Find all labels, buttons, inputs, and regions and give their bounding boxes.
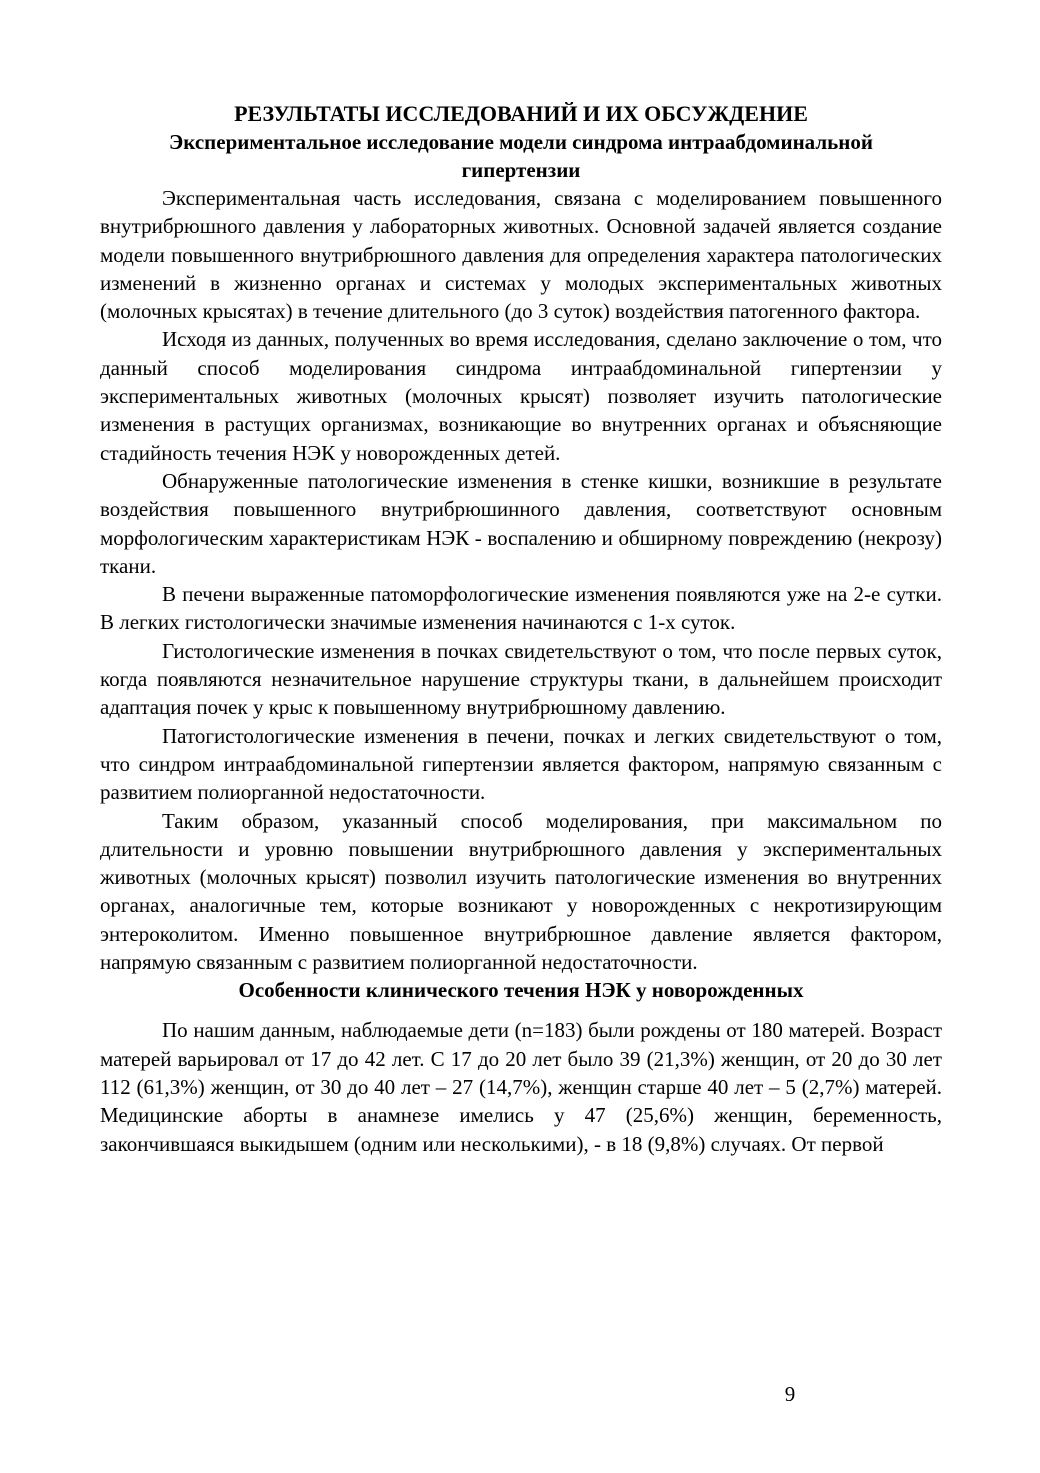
main-heading: РЕЗУЛЬТАТЫ ИССЛЕДОВАНИЙ И ИХ ОБСУЖДЕНИЕ	[234, 101, 808, 126]
section-heading: Особенности клинического течения НЭК у новорожденных	[238, 978, 804, 1003]
page-number: 9	[784, 1382, 796, 1406]
document-page	[100, 100, 942, 1158]
paragraph: Патогистологические изменения в печени, почках и легких свидетельствуют о том, что синдром интраабдоминальной гипертензии является фактором, напрямую связанным с развитием полиорганной недостаточности.	[100, 723, 942, 805]
paragraph: В печени выраженные патоморфологические изменения появляются уже на 2-е сутки. В легких гистологически значимые изменения начинаются с 1-х суток.	[100, 582, 942, 635]
paragraph: По нашим данным, наблюдаемые дети (n=183) были рождены от 180 матерей. Возраст матерей варьировал от 17 до 42 лет. С 17 до 20 лет было 39 (21,3%) женщин, от 20 до 30 лет 112 (61,3%) женщин, от 30 до 40 лет – 27 (14,7%), женщин старше 40 лет – 5 (2,7%) матерей. Медицинские аборты в анамнезе имелись у 47 (25,6%) женщин, беременность, закончившаяся выкидышем (одним или несколькими), - в 18 (9,8%) случаях. От первой	[100, 1018, 942, 1156]
paragraph: Гистологические изменения в почках свидетельствуют о том, что после первых суток, когда появляются незначительное нарушение структуры ткани, в дальнейшем происходит адаптация почек у крыс к повышенному внутрибрюшному давлению.	[100, 638, 942, 720]
paragraph: Исходя из данных, полученных во время исследования, сделано заключение о том, что данный способ моделирования синдрома интраабдоминальной гипертензии у экспериментальных животных (молочных крысят) позволяет изучить патологические изменения в растущих организмах, возникающие во внутренних органах и объясняющие стадийность течения НЭК у новорожденных детей.	[100, 327, 942, 465]
paragraph: Таким образом, указанный способ моделирования, при максимальном по длительности и уровню повышении внутрибрюшного давления у экспериментальных животных (молочных крысят) позволил изучить патологические изменения во внутренних органах, аналогичные тем, которые возникают у новорожденных с некротизирующим энтероколитом. Именно повышенное внутрибрюшное давление является фактором, напрямую связанным с развитием полиорганной недостаточности.	[100, 808, 942, 975]
paragraph: Обнаруженные патологические изменения в стенке кишки, возникшие в результате воздействия повышенного внутрибрюшинного давления, соответствуют основным морфологическим характеристикам НЭК - воспалению и обширному повреждению (некрозу) ткани.	[100, 468, 942, 578]
paragraph: Экспериментальная часть исследования, связана с моделированием повышенного внутрибрюшного давления у лабораторных животных. Основной задачей является создание модели повышенного внутрибрюшного давления для определения характера патологических изменений в жизненно органах и системах у молодых экспериментальных животных (молочных крысятах) в течение длительного (до 3 суток) воздействия патогенного фактора.	[100, 186, 942, 324]
sub-heading: Экспериментальное исследование модели синдрома интраабдоминальной гипертензии	[169, 130, 873, 182]
